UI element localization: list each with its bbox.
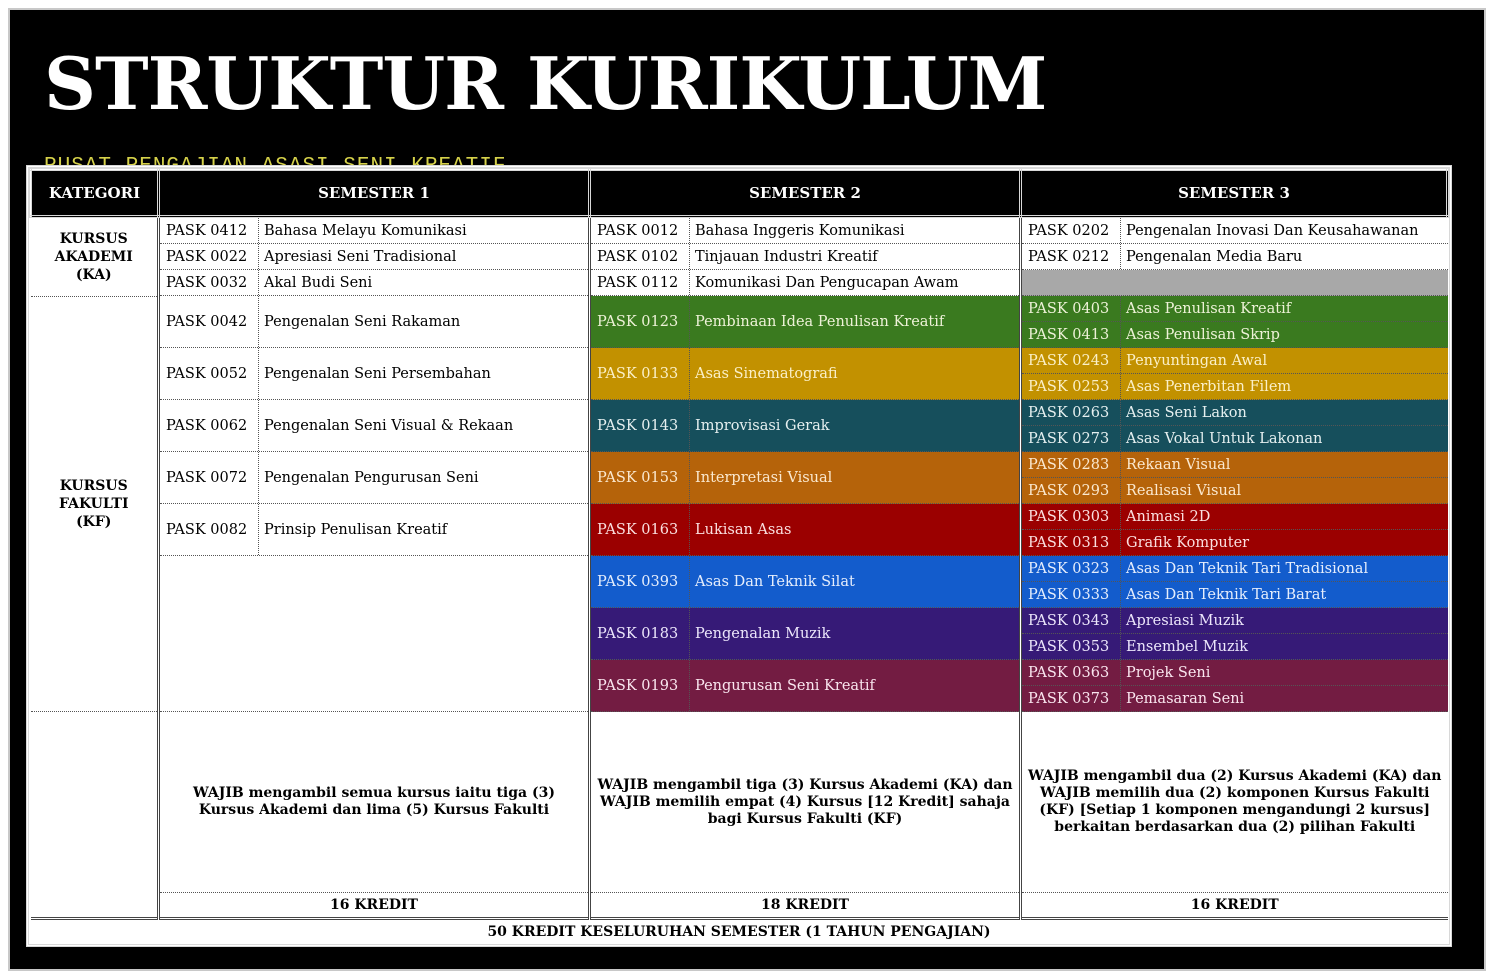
- course-name: Pemasaran Seni: [1126, 690, 1245, 707]
- course-name: Bahasa Melayu Komunikasi: [264, 222, 467, 239]
- course-name: Akal Budi Seni: [264, 274, 373, 291]
- course-row: [1022, 634, 1448, 660]
- semester-credit: 16 KREDIT: [1022, 892, 1448, 917]
- course-name: Asas Seni Lakon: [1126, 404, 1247, 421]
- course-row: [160, 504, 588, 556]
- course-name: Pengenalan Seni Persembahan: [264, 365, 491, 382]
- course-row: [591, 452, 1019, 504]
- course-name: Pengenalan Seni Rakaman: [264, 313, 461, 330]
- course-row: [1022, 426, 1448, 452]
- course-name: Komunikasi Dan Pengucapan Awam: [695, 274, 959, 291]
- course-code: PASK 0263: [1022, 400, 1121, 425]
- course-row: [1022, 348, 1448, 374]
- course-row: [1022, 400, 1448, 426]
- empty-area: [160, 556, 588, 712]
- course-name: Pengenalan Seni Visual & Rekaan: [264, 417, 514, 434]
- course-row: [1022, 244, 1448, 270]
- course-code: PASK 0393: [591, 556, 690, 607]
- category-empty: [31, 712, 158, 917]
- course-code: PASK 0212: [1022, 244, 1121, 269]
- course-name: Apresiasi Muzik: [1126, 612, 1244, 629]
- course-code: PASK 0112: [591, 270, 690, 295]
- course-name: Pengenalan Muzik: [695, 625, 831, 642]
- course-name: Pengurusan Seni Kreatif: [695, 677, 875, 694]
- course-name: Bahasa Inggeris Komunikasi: [695, 222, 905, 239]
- empty-slot: [1022, 270, 1448, 296]
- course-row: [1022, 660, 1448, 686]
- course-code: PASK 0413: [1022, 322, 1121, 347]
- course-name: Lukisan Asas: [695, 521, 792, 538]
- course-row: [1022, 582, 1448, 608]
- course-name: Asas Dan Teknik Tari Tradisional: [1126, 560, 1369, 577]
- course-code: PASK 0412: [160, 218, 259, 243]
- course-code: PASK 0403: [1022, 296, 1121, 321]
- course-name: Penyuntingan Awal: [1126, 352, 1268, 369]
- course-code: PASK 0062: [160, 400, 259, 451]
- course-code: PASK 0163: [591, 504, 690, 555]
- course-code: PASK 0303: [1022, 504, 1121, 529]
- course-code: PASK 0123: [591, 296, 690, 347]
- course-name: Apresiasi Seni Tradisional: [264, 248, 457, 265]
- course-row: [1022, 452, 1448, 478]
- course-row: [160, 270, 588, 296]
- course-row: [591, 400, 1019, 452]
- course-code: PASK 0373: [1022, 686, 1121, 711]
- course-row: [591, 660, 1019, 712]
- course-name: Animasi 2D: [1126, 508, 1211, 525]
- course-row: [1022, 296, 1448, 322]
- total-credits: 50 KREDIT KESELURUHAN SEMESTER (1 TAHUN PENGAJIAN): [31, 919, 1448, 945]
- course-code: PASK 0283: [1022, 452, 1121, 477]
- course-code: PASK 0253: [1022, 374, 1121, 399]
- course-name: Pembinaan Idea Penulisan Kreatif: [695, 313, 945, 330]
- semester-1-column: [159, 217, 590, 919]
- course-row: [1022, 530, 1448, 556]
- course-row: [591, 218, 1019, 244]
- course-code: PASK 0082: [160, 504, 259, 555]
- course-code: PASK 0022: [160, 244, 259, 269]
- course-code: PASK 0273: [1022, 426, 1121, 451]
- header-semester-3: SEMESTER 3: [1021, 170, 1448, 217]
- semester-note: WAJIB mengambil dua (2) Kursus Akademi (KA) dan WAJIB memilih dua (2) komponen Kursus Fakulti (KF) [Setiap 1 komponen mengandungi 2 kursus] berkaitan berdasarkan dua (2) pilihan Fakulti: [1028, 768, 1442, 835]
- course-row: [591, 504, 1019, 556]
- course-code: PASK 0143: [591, 400, 690, 451]
- course-code: PASK 0193: [591, 660, 690, 711]
- course-name: Asas Vokal Untuk Lakonan: [1126, 430, 1323, 447]
- course-code: PASK 0353: [1022, 634, 1121, 659]
- header-semester-2: SEMESTER 2: [590, 170, 1021, 217]
- course-code: PASK 0202: [1022, 218, 1121, 243]
- course-code: PASK 0243: [1022, 348, 1121, 373]
- course-code: PASK 0153: [591, 452, 690, 503]
- course-row: [160, 244, 588, 270]
- course-code: PASK 0333: [1022, 582, 1121, 607]
- course-name: Pengenalan Pengurusan Seni: [264, 469, 479, 486]
- page-title: STRUKTUR KURIKULUM: [44, 41, 1047, 126]
- course-code: PASK 0032: [160, 270, 259, 295]
- course-name: Tinjauan Industri Kreatif: [695, 248, 878, 265]
- category-column: [31, 217, 159, 919]
- course-code: PASK 0012: [591, 218, 690, 243]
- course-name: Asas Dan Teknik Silat: [695, 573, 855, 590]
- course-row: [160, 348, 588, 400]
- course-code: PASK 0293: [1022, 478, 1121, 503]
- course-name: Improvisasi Gerak: [695, 417, 830, 434]
- course-row: [1022, 504, 1448, 530]
- header-semester-1: SEMESTER 1: [159, 170, 590, 217]
- course-name: Interpretasi Visual: [695, 469, 833, 486]
- course-row: [1022, 608, 1448, 634]
- course-row: [591, 244, 1019, 270]
- course-name: Pengenalan Inovasi Dan Keusahawanan: [1126, 222, 1419, 239]
- course-name: Asas Penerbitan Filem: [1126, 378, 1292, 395]
- course-row: [591, 270, 1019, 296]
- course-name: Asas Sinematografi: [695, 365, 838, 382]
- semester-2-column: [590, 217, 1021, 919]
- course-name: Ensembel Muzik: [1126, 638, 1249, 655]
- course-row: [1022, 218, 1448, 244]
- course-row: [160, 400, 588, 452]
- course-name: Rekaan Visual: [1126, 456, 1231, 473]
- course-row: [1022, 556, 1448, 582]
- semester-credit: 16 KREDIT: [160, 892, 588, 917]
- course-row: [1022, 686, 1448, 712]
- course-name: Grafik Komputer: [1126, 534, 1250, 551]
- course-row: [591, 296, 1019, 348]
- course-name: Prinsip Penulisan Kreatif: [264, 521, 448, 538]
- course-code: PASK 0052: [160, 348, 259, 399]
- course-code: PASK 0183: [591, 608, 690, 659]
- course-name: Asas Penulisan Kreatif: [1126, 300, 1292, 317]
- course-row: [591, 556, 1019, 608]
- semester-note: WAJIB mengambil tiga (3) Kursus Akademi (KA) dan WAJIB memilih empat (4) Kursus [12 Kredit] sahaja bagi Kursus Fakulti (KF): [597, 776, 1013, 827]
- course-code: PASK 0323: [1022, 556, 1121, 581]
- course-code: PASK 0343: [1022, 608, 1121, 633]
- course-row: [591, 348, 1019, 400]
- course-code: PASK 0133: [591, 348, 690, 399]
- category-kf: KURSUS FAKULTI (KF): [31, 297, 158, 712]
- course-code: PASK 0042: [160, 296, 259, 347]
- curriculum-table: [26, 165, 1452, 947]
- course-row: [1022, 478, 1448, 504]
- course-row: [1022, 374, 1448, 400]
- header-category: KATEGORI: [31, 170, 159, 217]
- course-row: [160, 452, 588, 504]
- course-name: Pengenalan Media Baru: [1126, 248, 1303, 265]
- course-code: PASK 0072: [160, 452, 259, 503]
- course-code: PASK 0313: [1022, 530, 1121, 555]
- course-row: [160, 296, 588, 348]
- category-ka: KURSUS AKADEMI (KA): [31, 218, 158, 297]
- course-name: Asas Dan Teknik Tari Barat: [1126, 586, 1327, 603]
- course-row: [160, 218, 588, 244]
- semester-note: WAJIB mengambil semua kursus iaitu tiga (3) Kursus Akademi dan lima (5) Kursus Fakulti: [193, 785, 555, 818]
- course-code: PASK 0102: [591, 244, 690, 269]
- course-row: [591, 608, 1019, 660]
- semester-3-column: [1021, 217, 1448, 919]
- course-code: PASK 0363: [1022, 660, 1121, 685]
- course-name: Asas Penulisan Skrip: [1126, 326, 1280, 343]
- semester-credit: 18 KREDIT: [591, 892, 1019, 917]
- course-name: Realisasi Visual: [1126, 482, 1242, 499]
- course-name: Projek Seni: [1126, 664, 1211, 681]
- table-header-row: [31, 170, 1448, 217]
- course-row: [1022, 322, 1448, 348]
